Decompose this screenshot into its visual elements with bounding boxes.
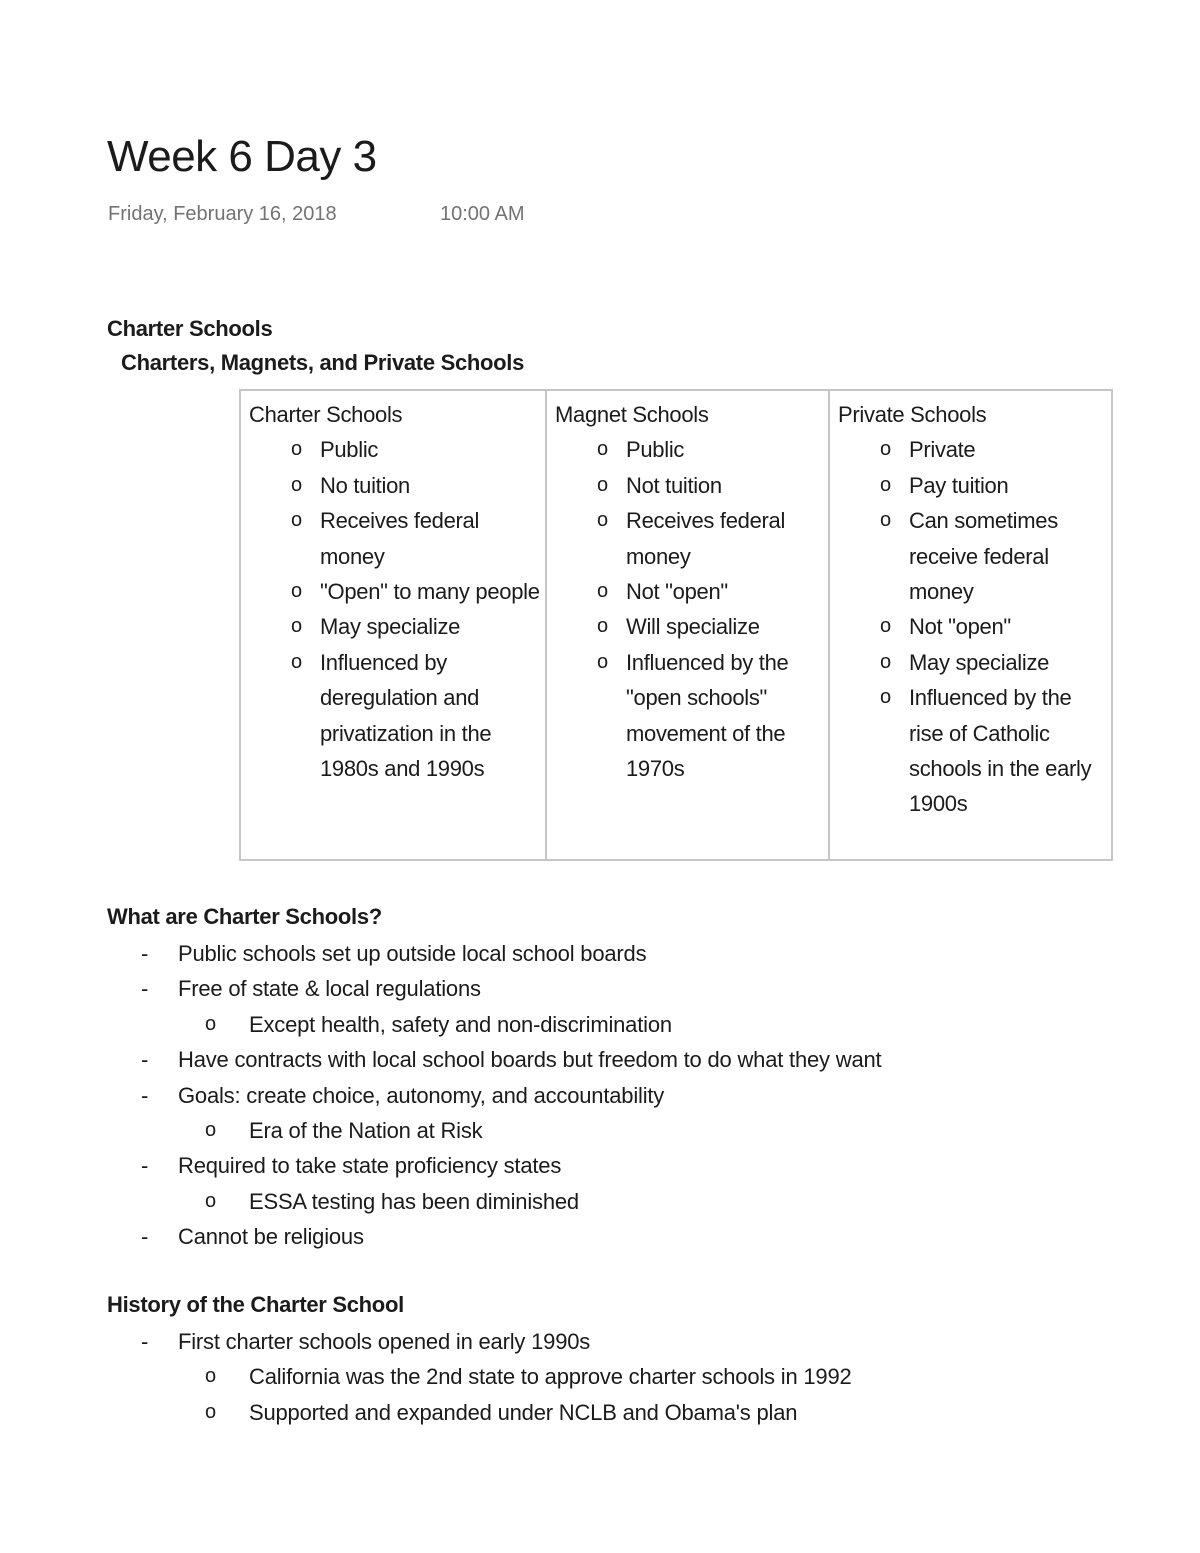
list-item-text: No tuition bbox=[320, 472, 410, 498]
list-item bbox=[555, 432, 828, 467]
list-item-text: Influenced by the "open schools" movement of the 1970s bbox=[626, 649, 789, 782]
list-item bbox=[249, 645, 545, 787]
list-item bbox=[838, 432, 1111, 467]
dash-bullet-icon: - bbox=[141, 1329, 149, 1354]
dash-bullet-icon: - bbox=[141, 1047, 149, 1073]
list-item bbox=[555, 609, 828, 644]
dash-bullet-icon: - bbox=[141, 1153, 149, 1179]
table-column-list bbox=[838, 432, 1111, 821]
table-column-header: Magnet Schools bbox=[555, 402, 709, 427]
sub-list-item bbox=[0, 1359, 1200, 1394]
list-item bbox=[0, 1219, 1200, 1254]
sub-list-item-text: Era of the Nation at Risk bbox=[249, 1118, 483, 1144]
list-item-text: Receives federal money bbox=[626, 508, 786, 569]
dash-bullet-icon: - bbox=[141, 976, 149, 1002]
list-item bbox=[838, 503, 1111, 609]
list-item bbox=[249, 503, 545, 574]
hollow-bullet-icon: o bbox=[205, 1012, 216, 1035]
sub-list-item bbox=[0, 1007, 1200, 1042]
hollow-bullet-icon: o bbox=[205, 1189, 216, 1212]
list-item-text: Pay tuition bbox=[909, 472, 1009, 498]
sub-list-item bbox=[0, 1395, 1200, 1430]
table-column-private bbox=[828, 391, 1111, 859]
list-item bbox=[0, 1078, 1200, 1113]
list-item bbox=[0, 1324, 1200, 1359]
list-item bbox=[838, 680, 1111, 822]
list-item-text: Free of state & local regulations bbox=[178, 976, 481, 1002]
hollow-bullet-icon: o bbox=[291, 438, 302, 461]
hollow-bullet-icon: o bbox=[291, 580, 302, 603]
what-are-charter-schools-list bbox=[0, 936, 1200, 1255]
table-column-header: Charter Schools bbox=[249, 402, 403, 427]
list-item bbox=[0, 971, 1200, 1006]
sub-list-item-text: Supported and expanded under NCLB and Obama's plan bbox=[249, 1399, 798, 1425]
hollow-bullet-icon: o bbox=[880, 650, 891, 673]
list-item-text: Public schools set up outside local school boards bbox=[178, 941, 647, 966]
page-date: Friday, February 16, 2018 bbox=[108, 203, 337, 225]
list-item bbox=[0, 1042, 1200, 1077]
list-item bbox=[555, 574, 828, 609]
hollow-bullet-icon: o bbox=[597, 473, 608, 496]
section-subheading-comparison: Charters, Magnets, and Private Schools bbox=[121, 350, 525, 375]
hollow-bullet-icon: o bbox=[291, 650, 302, 673]
list-item bbox=[249, 432, 545, 467]
dash-bullet-icon: - bbox=[141, 941, 149, 966]
hollow-bullet-icon: o bbox=[291, 615, 302, 638]
list-item bbox=[0, 1148, 1200, 1183]
list-item-text: Public bbox=[626, 437, 685, 463]
list-item bbox=[249, 574, 545, 609]
list-item bbox=[0, 936, 1200, 971]
sub-list-item bbox=[0, 1184, 1200, 1219]
list-item-text: Not "open" bbox=[626, 579, 728, 605]
list-item bbox=[555, 468, 828, 503]
list-item-text: Required to take state proficiency states bbox=[178, 1153, 562, 1179]
list-item bbox=[838, 609, 1111, 644]
hollow-bullet-icon: o bbox=[880, 509, 891, 532]
list-item-text: Private bbox=[909, 437, 976, 463]
list-item-text: Have contracts with local school boards but freedom to do what they want bbox=[178, 1047, 882, 1073]
list-item-text: Not "open" bbox=[909, 614, 1011, 640]
sub-list-item-text: California was the 2nd state to approve charter schools in 1992 bbox=[249, 1364, 852, 1390]
page-time: 10:00 AM bbox=[440, 203, 525, 225]
hollow-bullet-icon: o bbox=[205, 1400, 216, 1423]
dash-bullet-icon: - bbox=[141, 1224, 149, 1250]
list-item bbox=[838, 468, 1111, 503]
table-column-list bbox=[249, 432, 545, 786]
sub-list-item bbox=[0, 1113, 1200, 1148]
comparison-table bbox=[239, 389, 1113, 861]
section-heading-history: History of the Charter School bbox=[107, 1292, 404, 1317]
hollow-bullet-icon: o bbox=[597, 580, 608, 603]
hollow-bullet-icon: o bbox=[291, 473, 302, 496]
history-list bbox=[0, 1324, 1200, 1430]
sub-list-item-text: ESSA testing has been diminished bbox=[249, 1188, 579, 1214]
list-item-text: Public bbox=[320, 437, 379, 463]
list-item-text: Goals: create choice, autonomy, and accountability bbox=[178, 1082, 665, 1108]
list-item bbox=[555, 503, 828, 574]
list-item-text: Can sometimes receive federal money bbox=[909, 508, 1058, 605]
page-title: Week 6 Day 3 bbox=[107, 132, 377, 181]
section-heading-what-are-charter-schools: What are Charter Schools? bbox=[107, 904, 382, 929]
table-column-list bbox=[555, 432, 828, 786]
list-item-text: Not tuition bbox=[626, 472, 722, 498]
hollow-bullet-icon: o bbox=[597, 650, 608, 673]
list-item-text: May specialize bbox=[320, 614, 461, 640]
hollow-bullet-icon: o bbox=[597, 438, 608, 461]
section-heading-charter-schools: Charter Schools bbox=[107, 316, 273, 341]
list-item-text: Receives federal money bbox=[320, 508, 480, 569]
table-column-magnet bbox=[545, 391, 828, 859]
hollow-bullet-icon: o bbox=[880, 438, 891, 461]
list-item-text: Influenced by the rise of Catholic schools in the early 1900s bbox=[909, 685, 1092, 817]
list-item-text: Influenced by deregulation and privatization in the 1980s and 1990s bbox=[320, 649, 492, 782]
hollow-bullet-icon: o bbox=[291, 509, 302, 532]
list-item-text: May specialize bbox=[909, 649, 1050, 675]
list-item-text: Cannot be religious bbox=[178, 1224, 364, 1250]
list-item-text: First charter schools opened in early 1990s bbox=[178, 1329, 591, 1354]
hollow-bullet-icon: o bbox=[880, 615, 891, 638]
hollow-bullet-icon: o bbox=[597, 615, 608, 638]
hollow-bullet-icon: o bbox=[880, 473, 891, 496]
list-item bbox=[249, 609, 545, 644]
hollow-bullet-icon: o bbox=[205, 1119, 216, 1142]
hollow-bullet-icon: o bbox=[880, 686, 891, 709]
list-item-text: Will specialize bbox=[626, 614, 760, 640]
list-item bbox=[838, 645, 1111, 680]
hollow-bullet-icon: o bbox=[597, 509, 608, 532]
list-item bbox=[249, 468, 545, 503]
hollow-bullet-icon: o bbox=[205, 1365, 216, 1388]
list-item-text: "Open" to many people bbox=[320, 579, 540, 605]
sub-list-item-text: Except health, safety and non-discrimination bbox=[249, 1011, 672, 1037]
table-column-charter bbox=[241, 391, 545, 859]
dash-bullet-icon: - bbox=[141, 1082, 149, 1108]
list-item bbox=[555, 645, 828, 787]
table-column-header: Private Schools bbox=[838, 402, 987, 427]
